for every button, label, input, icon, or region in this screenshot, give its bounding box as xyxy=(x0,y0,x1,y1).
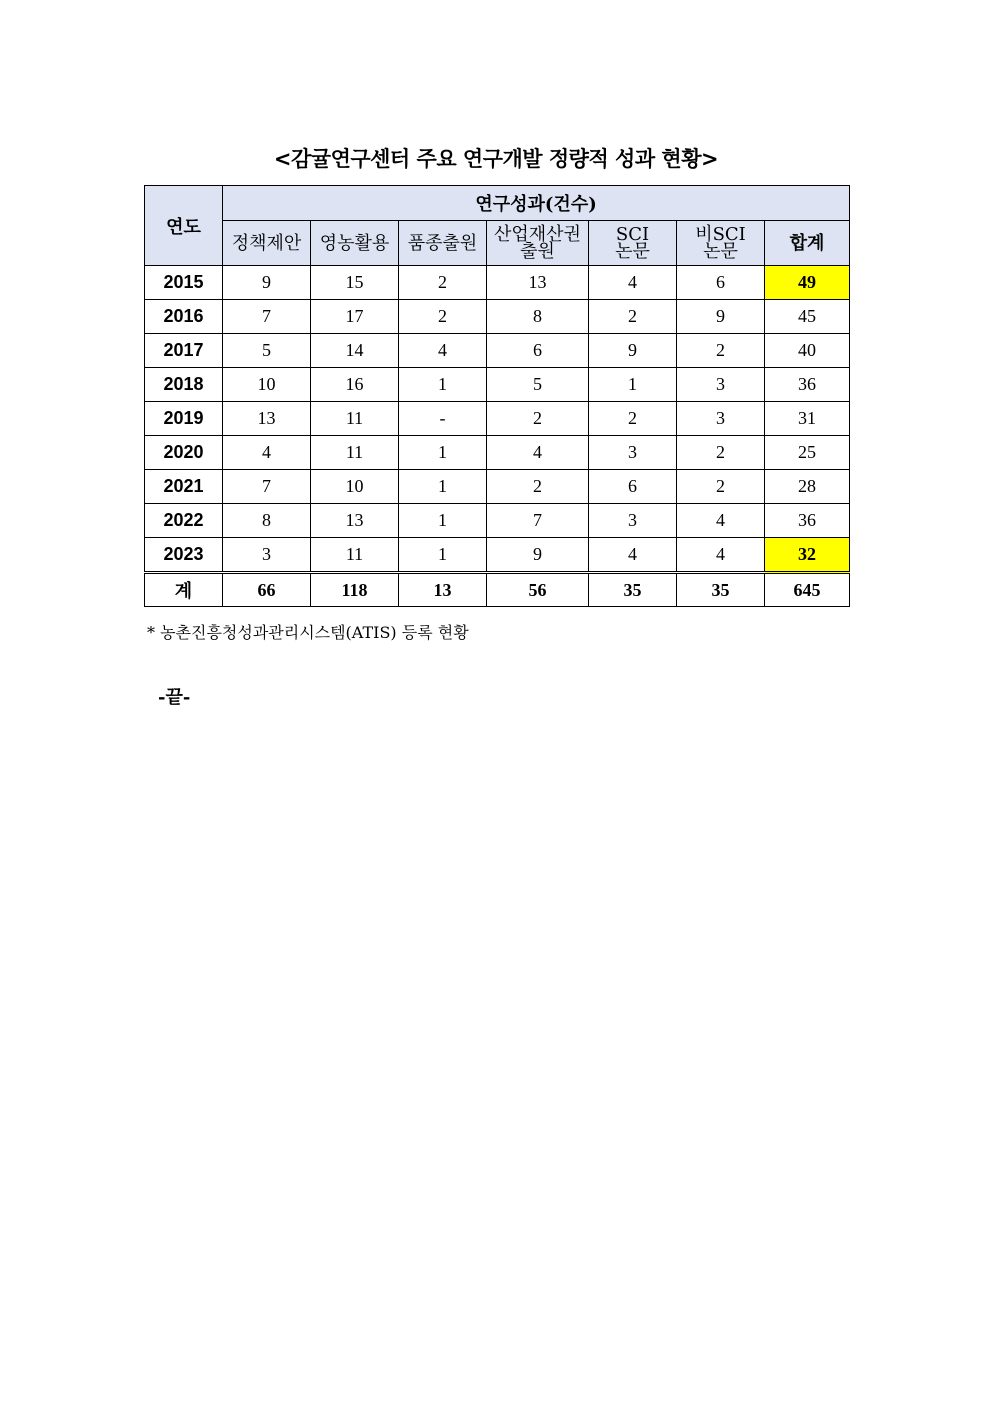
row-total-cell: 36 xyxy=(765,368,850,402)
year-cell: 2016 xyxy=(145,300,223,334)
table-row xyxy=(145,538,850,573)
column-header: 영농활용 xyxy=(311,221,399,266)
value-cell: 2 xyxy=(589,402,677,436)
total-cell: 35 xyxy=(677,573,765,607)
value-cell: 1 xyxy=(399,538,487,573)
value-cell: 2 xyxy=(677,334,765,368)
value-cell: - xyxy=(399,402,487,436)
total-cell: 13 xyxy=(399,573,487,607)
column-header: 산업재산권 출원 xyxy=(487,221,589,266)
value-cell: 5 xyxy=(223,334,311,368)
total-cell: 645 xyxy=(765,573,850,607)
value-cell: 1 xyxy=(399,470,487,504)
row-total-cell: 25 xyxy=(765,436,850,470)
value-cell: 6 xyxy=(487,334,589,368)
value-cell: 11 xyxy=(311,402,399,436)
value-cell: 3 xyxy=(589,436,677,470)
end-mark: -끝- xyxy=(158,687,191,708)
total-cell: 35 xyxy=(589,573,677,607)
value-cell: 10 xyxy=(311,470,399,504)
group-header: 연구성과(건수) xyxy=(223,186,850,221)
value-cell: 2 xyxy=(677,470,765,504)
value-cell: 17 xyxy=(311,300,399,334)
row-total-cell: 40 xyxy=(765,334,850,368)
value-cell: 13 xyxy=(487,266,589,300)
total-cell: 56 xyxy=(487,573,589,607)
value-cell: 4 xyxy=(399,334,487,368)
row-total-cell: 36 xyxy=(765,504,850,538)
year-cell: 2015 xyxy=(145,266,223,300)
footnote: * 농촌진흥청성과관리시스템(ATIS) 등록 현황 xyxy=(147,623,469,642)
value-cell: 8 xyxy=(487,300,589,334)
value-cell: 8 xyxy=(223,504,311,538)
value-cell: 10 xyxy=(223,368,311,402)
table-row xyxy=(145,368,850,402)
value-cell: 4 xyxy=(223,436,311,470)
performance-table xyxy=(144,185,850,607)
value-cell: 2 xyxy=(487,470,589,504)
year-cell: 2022 xyxy=(145,504,223,538)
value-cell: 2 xyxy=(399,300,487,334)
value-cell: 3 xyxy=(223,538,311,573)
total-label: 계 xyxy=(145,573,223,607)
value-cell: 1 xyxy=(399,368,487,402)
value-cell: 6 xyxy=(677,266,765,300)
value-cell: 7 xyxy=(487,504,589,538)
value-cell: 7 xyxy=(223,300,311,334)
year-cell: 2021 xyxy=(145,470,223,504)
value-cell: 3 xyxy=(677,368,765,402)
value-cell: 2 xyxy=(487,402,589,436)
value-cell: 16 xyxy=(311,368,399,402)
table-row xyxy=(145,334,850,368)
value-cell: 4 xyxy=(487,436,589,470)
value-cell: 11 xyxy=(311,538,399,573)
table-row xyxy=(145,470,850,504)
value-cell: 2 xyxy=(399,266,487,300)
column-header: 품종출원 xyxy=(399,221,487,266)
year-cell: 2017 xyxy=(145,334,223,368)
value-cell: 11 xyxy=(311,436,399,470)
column-header: 비SCI 논문 xyxy=(677,221,765,266)
table-row xyxy=(145,402,850,436)
value-cell: 3 xyxy=(589,504,677,538)
value-cell: 13 xyxy=(223,402,311,436)
column-header: 정책제안 xyxy=(223,221,311,266)
year-cell: 2019 xyxy=(145,402,223,436)
year-header: 연도 xyxy=(145,186,223,266)
row-total-cell: 49 xyxy=(765,266,850,300)
total-cell: 118 xyxy=(311,573,399,607)
value-cell: 7 xyxy=(223,470,311,504)
value-cell: 13 xyxy=(311,504,399,538)
year-cell: 2018 xyxy=(145,368,223,402)
table-row xyxy=(145,300,850,334)
value-cell: 2 xyxy=(589,300,677,334)
value-cell: 4 xyxy=(677,538,765,573)
year-cell: 2020 xyxy=(145,436,223,470)
value-cell: 9 xyxy=(589,334,677,368)
value-cell: 9 xyxy=(677,300,765,334)
value-cell: 3 xyxy=(677,402,765,436)
value-cell: 1 xyxy=(399,436,487,470)
value-cell: 2 xyxy=(677,436,765,470)
table-row xyxy=(145,266,850,300)
column-header: 합계 xyxy=(765,221,850,266)
total-row xyxy=(145,573,850,607)
table-row xyxy=(145,504,850,538)
value-cell: 14 xyxy=(311,334,399,368)
value-cell: 5 xyxy=(487,368,589,402)
document-title: <감귤연구센터 주요 연구개발 정량적 성과 현황> xyxy=(273,147,719,171)
row-total-cell: 32 xyxy=(765,538,850,573)
total-cell: 66 xyxy=(223,573,311,607)
value-cell: 4 xyxy=(677,504,765,538)
year-cell: 2023 xyxy=(145,538,223,573)
column-header: SCI 논문 xyxy=(589,221,677,266)
value-cell: 9 xyxy=(487,538,589,573)
value-cell: 9 xyxy=(223,266,311,300)
row-total-cell: 28 xyxy=(765,470,850,504)
value-cell: 4 xyxy=(589,266,677,300)
row-total-cell: 45 xyxy=(765,300,850,334)
row-total-cell: 31 xyxy=(765,402,850,436)
value-cell: 15 xyxy=(311,266,399,300)
value-cell: 1 xyxy=(589,368,677,402)
table-row xyxy=(145,436,850,470)
value-cell: 1 xyxy=(399,504,487,538)
value-cell: 4 xyxy=(589,538,677,573)
value-cell: 6 xyxy=(589,470,677,504)
